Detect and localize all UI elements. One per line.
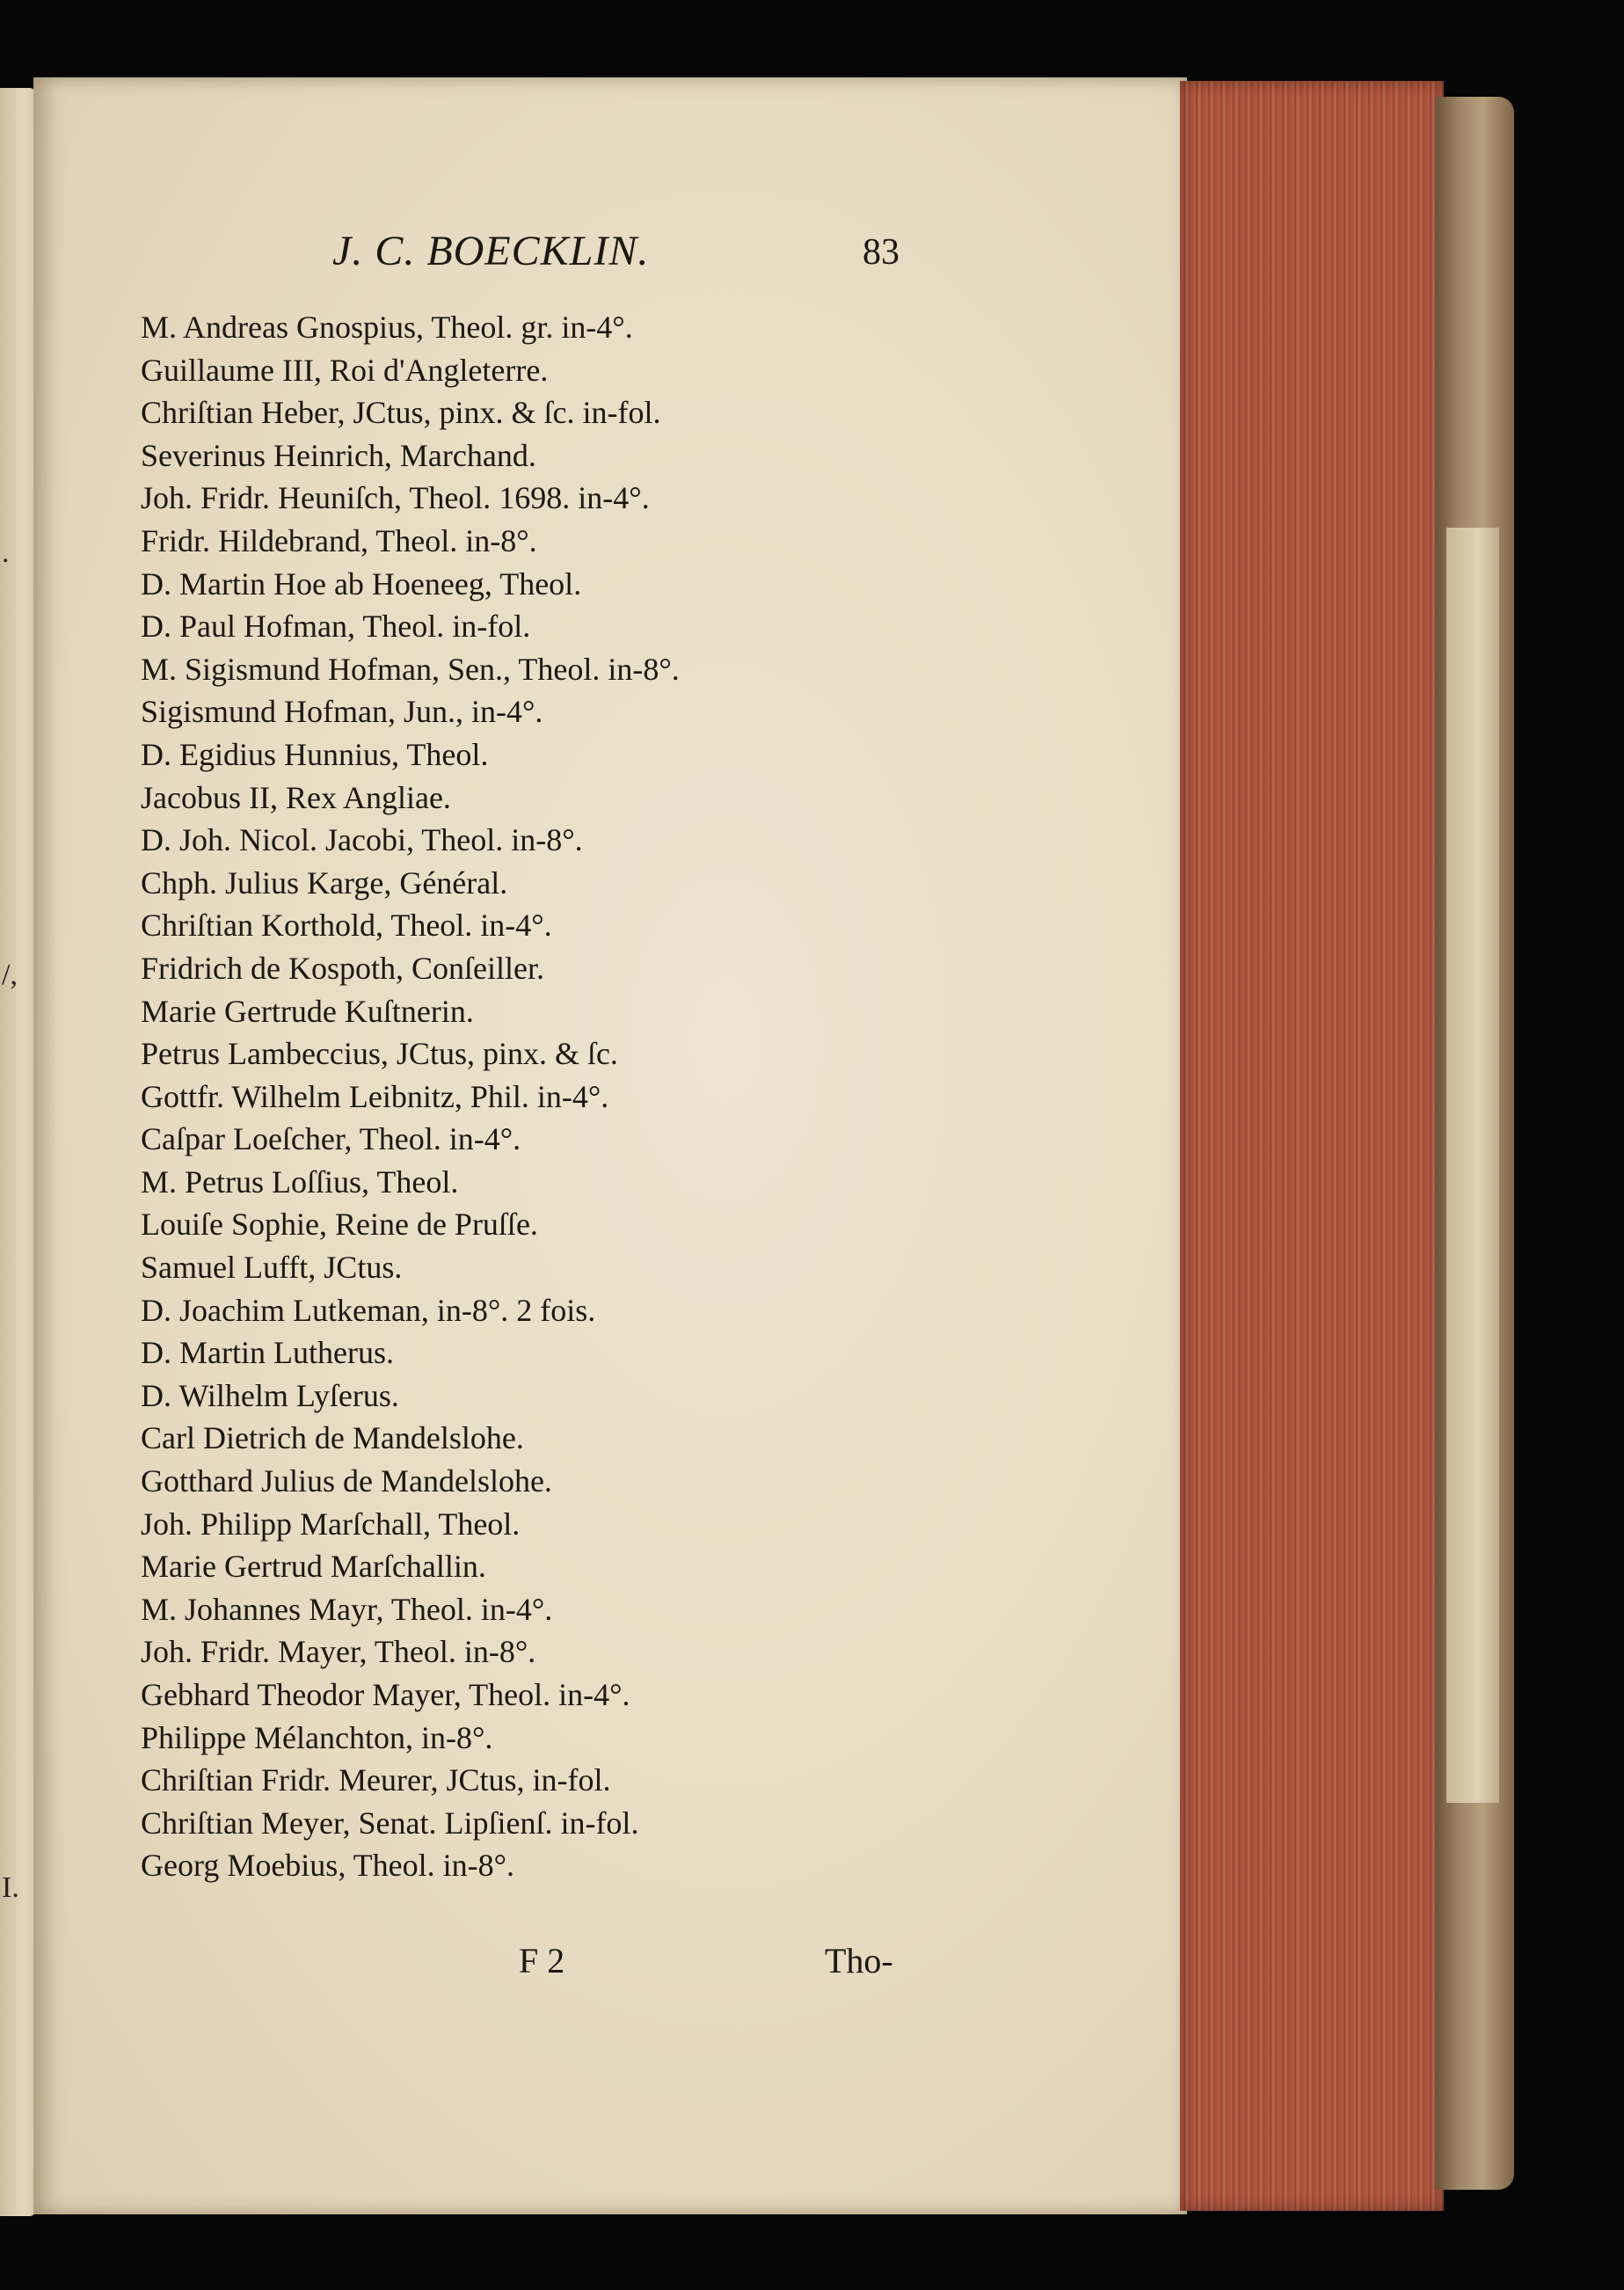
- book-page: [33, 77, 1187, 2214]
- page-fore-edge: [1180, 81, 1444, 2211]
- catchword: Tho-: [825, 1941, 893, 1980]
- list-item: Joh. Fridr. Mayer, Theol. in-8°.: [141, 1634, 536, 1670]
- list-item: Samuel Lufft, JCtus.: [141, 1250, 403, 1286]
- list-item: Chriſtian Korthold, Theol. in-4°.: [141, 908, 552, 944]
- list-item: D. Martin Lutherus.: [141, 1335, 394, 1371]
- list-item: Gottfr. Wilhelm Leibnitz, Phil. in-4°.: [141, 1078, 609, 1114]
- list-item: Gotthard Julius de Mandelslohe.: [141, 1463, 552, 1499]
- list-item: Jacobus II, Rex Angliae.: [141, 779, 451, 815]
- list-item: Sigismund Hofman, Jun., in-4°.: [141, 694, 543, 730]
- list-item: D. Joachim Lutkeman, in-8°. 2 fois.: [141, 1292, 596, 1328]
- list-item: Chriſtian Fridr. Meurer, JCtus, in-fol.: [141, 1762, 611, 1798]
- list-item: Georg Moebius, Theol. in-8°.: [141, 1848, 515, 1884]
- list-item: Petrus Lambeccius, JCtus, pinx. & ſc.: [141, 1036, 618, 1072]
- list-item: Caſpar Loeſcher, Theol. in-4°.: [141, 1121, 521, 1157]
- list-item: D. Martin Hoe ab Hoeneeg, Theol.: [141, 565, 582, 602]
- portrait-list: [141, 306, 1020, 1887]
- list-item: Marie Gertrud Marſchallin.: [141, 1549, 486, 1585]
- list-item: D. Joh. Nicol. Jacobi, Theol. in-8°.: [141, 822, 583, 858]
- list-item: Louiſe Sophie, Reine de Pruſſe.: [141, 1207, 538, 1243]
- list-item: D. Egidius Hunnius, Theol.: [141, 736, 489, 772]
- list-item: Guillaume III, Roi d'Angleterre.: [141, 352, 549, 388]
- list-item: M. Johannes Mayr, Theol. in-4°.: [141, 1591, 553, 1627]
- page-text: [33, 77, 1187, 2214]
- list-item: M. Petrus Loſſius, Theol.: [141, 1163, 459, 1200]
- list-item: Philippe Mélanchton, in-8°.: [141, 1719, 493, 1755]
- margin-mark: I.: [2, 1871, 19, 1904]
- binding-pastedown: [1446, 528, 1499, 1803]
- list-item: Fridrich de Kospoth, Conſeiller.: [141, 950, 544, 986]
- page-number: 83: [863, 232, 899, 273]
- list-item: M. Andreas Gnospius, Theol. gr. in-4°.: [141, 310, 633, 345]
- list-item: Chriſtian Meyer, Senat. Lipſienſ. in-fol.: [141, 1805, 639, 1841]
- list-item: Chph. Julius Karge, Général.: [141, 864, 508, 901]
- margin-mark: /,: [2, 959, 18, 991]
- list-item: D. Wilhelm Lyſerus.: [141, 1377, 399, 1413]
- list-item: Chriſtian Heber, JCtus, pinx. & ſc. in-fol.: [141, 395, 661, 431]
- previous-page-edge: [0, 88, 35, 2216]
- list-item: Carl Dietrich de Mandelslohe.: [141, 1420, 524, 1456]
- signature-mark: F 2: [519, 1941, 565, 1980]
- list-item: Joh. Fridr. Heuniſch, Theol. 1698. in-4°.: [141, 480, 650, 516]
- list-item: Marie Gertrude Kuſtnerin.: [141, 993, 474, 1029]
- margin-mark: .: [2, 536, 10, 569]
- list-item: Fridr. Hildebrand, Theol. in-8°.: [141, 522, 537, 558]
- list-item: Gebhard Theodor Mayer, Theol. in-4°.: [141, 1677, 630, 1712]
- list-item: D. Paul Hofman, Theol. in-fol.: [141, 609, 531, 645]
- list-item: Severinus Heinrich, Marchand.: [141, 437, 536, 473]
- list-item: Joh. Philipp Marſchall, Theol.: [141, 1506, 521, 1542]
- list-item: M. Sigismund Hofman, Sen., Theol. in-8°.: [141, 651, 680, 687]
- running-head: J. C. BOECKLIN.: [332, 228, 650, 274]
